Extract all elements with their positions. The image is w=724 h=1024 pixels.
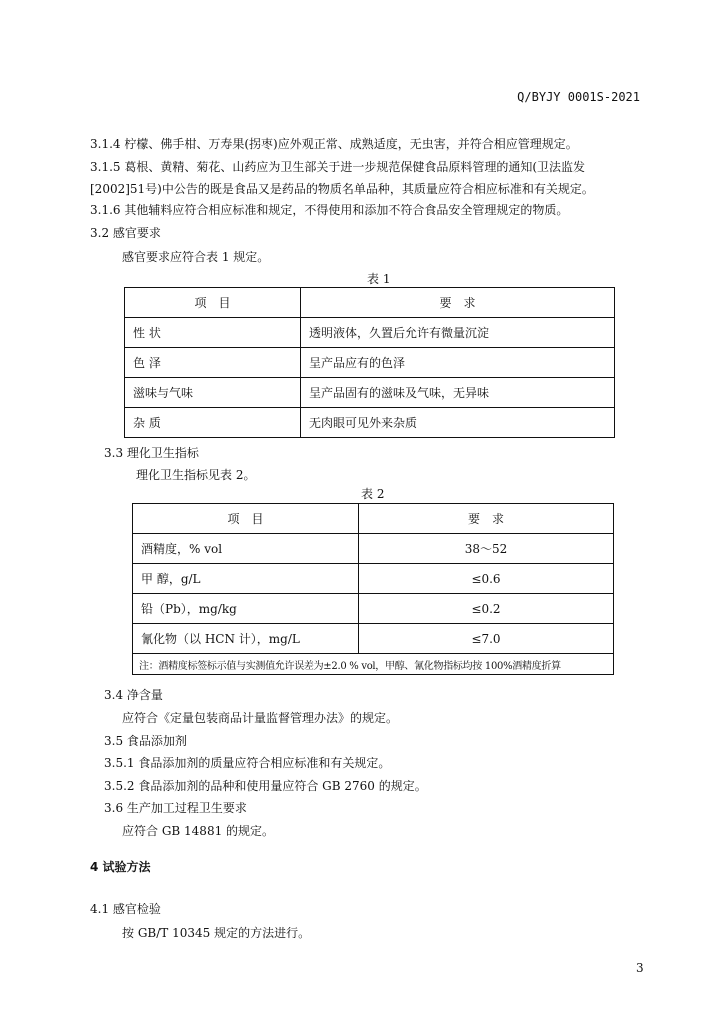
page-number: 3 — [636, 961, 644, 975]
table2-physicochemical-indicators — [132, 503, 614, 675]
chapter-4-heading: 4 试验方法 — [90, 860, 151, 874]
table2-caption: 表 2 — [361, 487, 385, 501]
section-4-1-heading: 4.1 感官检验 — [90, 902, 161, 916]
table-cell: ≤0.2 — [359, 594, 614, 624]
table-note-row — [133, 654, 614, 675]
section-3-6-text: 应符合 GB 14881 的规定。 — [122, 824, 275, 838]
table-cell: 38～52 — [359, 534, 614, 564]
section-3-5-heading: 3.5 食品添加剂 — [104, 734, 187, 748]
table-header-row — [133, 504, 614, 534]
section-3-2-heading: 3.2 感官要求 — [90, 226, 161, 240]
table-cell: 甲 醇，g/L — [133, 564, 359, 594]
table-cell: 呈产品固有的滋味及气味，无异味 — [301, 378, 615, 408]
table-cell: 铅（Pb），mg/kg — [133, 594, 359, 624]
table2-header-requirement: 要 求 — [359, 504, 614, 534]
clause-3-5-2: 3.5.2 食品添加剂的品种和使用量应符合 GB 2760 的规定。 — [104, 779, 427, 793]
table-row — [133, 534, 614, 564]
section-4-1-text: 按 GB/T 10345 规定的方法进行。 — [122, 926, 311, 940]
clause-3-5-1: 3.5.1 食品添加剂的质量应符合相应标准和有关规定。 — [104, 756, 391, 770]
table-cell: 滋味与气味 — [125, 378, 301, 408]
table-row — [133, 624, 614, 654]
table1-header-item: 项 目 — [125, 288, 301, 318]
table2-header-item: 项 目 — [133, 504, 359, 534]
table1-sensory-requirements — [124, 287, 615, 438]
table-header-row — [125, 288, 615, 318]
table-cell: 酒精度，% vol — [133, 534, 359, 564]
table-row — [125, 348, 615, 378]
section-3-3-text: 理化卫生指标见表 2。 — [136, 468, 256, 482]
table-row — [133, 594, 614, 624]
table-cell: ≤7.0 — [359, 624, 614, 654]
table-row — [125, 378, 615, 408]
table-cell: 杂 质 — [125, 408, 301, 438]
section-3-4-text: 应符合《定量包装商品计量监督管理办法》的规定。 — [122, 711, 399, 725]
clause-3-1-4: 3.1.4 柠檬、佛手柑、万寿果(拐枣)应外观正常、成熟适度，无虫害，并符合相应管理规定。 — [90, 137, 578, 151]
document-code: Q/BYJY 0001S-2021 — [517, 90, 640, 104]
table-cell: 性 状 — [125, 318, 301, 348]
section-3-4-heading: 3.4 净含量 — [104, 688, 163, 702]
table-cell: 氰化物（以 HCN 计），mg/L — [133, 624, 359, 654]
table-cell: 色 泽 — [125, 348, 301, 378]
table1-header-requirement: 要 求 — [301, 288, 615, 318]
clause-3-1-5-line1: 3.1.5 葛根、黄精、菊花、山药应为卫生部关于进一步规范保健食品原料管理的通知(卫法监发 — [90, 160, 586, 174]
clause-3-1-6: 3.1.6 其他辅料应符合相应标准和规定，不得使用和添加不符合食品安全管理规定的物质。 — [90, 203, 569, 217]
table-cell: 透明液体，久置后允许有微量沉淀 — [301, 318, 615, 348]
clause-3-1-5-line2: [2002]51号)中公告的既是食品又是药品的物质名单品种，其质量应符合相应标准和有关规定。 — [90, 182, 594, 196]
section-3-3-heading: 3.3 理化卫生指标 — [104, 446, 199, 460]
table2-note: 注：酒精度标签标示值与实测值允许误差为±2.0 % vol，甲醇、氰化物指标均按 100%酒精度折算 — [133, 654, 614, 675]
table-row — [125, 408, 615, 438]
section-3-2-text: 感官要求应符合表 1 规定。 — [122, 250, 270, 264]
table-cell: ≤0.6 — [359, 564, 614, 594]
table-cell: 呈产品应有的色泽 — [301, 348, 615, 378]
table-cell: 无肉眼可见外来杂质 — [301, 408, 615, 438]
section-3-6-heading: 3.6 生产加工过程卫生要求 — [104, 801, 247, 815]
table-row — [125, 318, 615, 348]
table-row — [133, 564, 614, 594]
table1-caption: 表 1 — [367, 272, 391, 286]
